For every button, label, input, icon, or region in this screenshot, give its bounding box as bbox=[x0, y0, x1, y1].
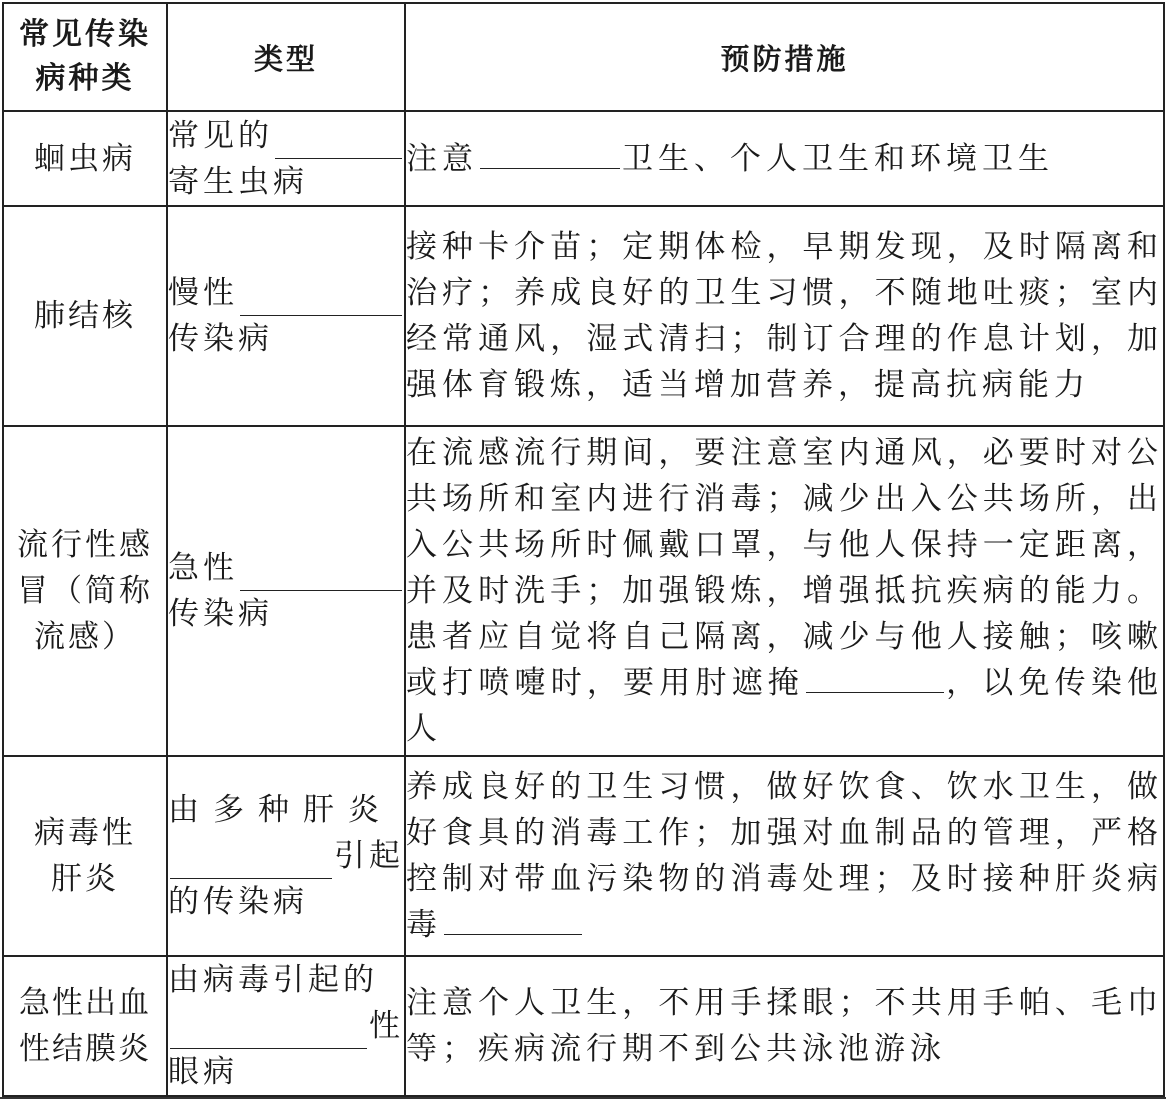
disease-name: 急性出血性结膜炎 bbox=[3, 956, 167, 1096]
type-text: 性 bbox=[369, 1008, 404, 1044]
blank-line bbox=[806, 662, 944, 693]
table-row bbox=[3, 956, 1164, 1096]
disease-name: 蛔虫病 bbox=[3, 111, 167, 206]
type-text: 由病毒引起的 bbox=[168, 962, 378, 998]
type-text: 寄生虫病 bbox=[168, 163, 308, 200]
prevention-text: 养成良好的卫生习惯，做好饮食、饮水卫生，做好食具的消毒工作；加强对血制品的管理，严格控制对带血污染物的消毒处理；及时接种肝炎病毒 bbox=[406, 769, 1163, 943]
blank-line bbox=[240, 560, 402, 591]
type-text: 由多种肝炎 bbox=[168, 792, 393, 828]
blank-line bbox=[444, 904, 582, 935]
prevention-text: 卫生、个人卫生和环境卫生 bbox=[622, 140, 1054, 177]
table-row bbox=[3, 756, 1164, 956]
disease-type bbox=[167, 111, 405, 206]
blank-line bbox=[275, 128, 402, 159]
header-prevention: 预防措施 bbox=[405, 3, 1164, 111]
blank-line bbox=[170, 848, 332, 879]
disease-type bbox=[167, 426, 405, 756]
blank-line bbox=[240, 285, 402, 316]
table-row bbox=[3, 111, 1164, 206]
disease-type bbox=[167, 756, 405, 956]
disease-name: 病毒性肝炎 bbox=[3, 756, 167, 956]
header-type: 类型 bbox=[167, 3, 405, 111]
prevention-measures: 接种卡介苗；定期体检，早期发现，及时隔离和治疗；养成良好的卫生习惯，不随地吐痰；室内经常通风，湿式清扫；制订合理的作息计划，加强体育锻炼，适当增加营养，提高抗病能力 bbox=[405, 206, 1164, 426]
prevention-text: 注意 bbox=[406, 140, 478, 177]
header-disease-name: 常见传染病种类 bbox=[3, 3, 167, 111]
type-text: 传染病 bbox=[168, 596, 273, 632]
type-text: 眼病 bbox=[168, 1054, 238, 1090]
disease-name: 流行性感冒（简称流感） bbox=[3, 426, 167, 756]
type-text: 传染病 bbox=[168, 321, 273, 357]
table-row bbox=[3, 426, 1164, 756]
header-row bbox=[3, 3, 1164, 111]
infectious-disease-table bbox=[2, 2, 1165, 1097]
disease-name: 肺结核 bbox=[3, 206, 167, 426]
type-text: 引起 bbox=[334, 838, 404, 874]
prevention-measures bbox=[405, 756, 1164, 956]
prevention-measures: 注意个人卫生，不用手揉眼；不共用手帕、毛巾等；疾病流行期不到公共泳池游泳 bbox=[405, 956, 1164, 1096]
blank-line bbox=[170, 1018, 367, 1049]
prevention-text: 在流感流行期间，要注意室内通风，必要时对公共场所和室内进行消毒；减少出入公共场所，出入公共场所时佩戴口罩，与他人保持一定距离，并及时洗手；加强锻炼，增强抵抗疾病的能力。患者应自觉将自己隔离，减少与他人接触；咳嗽或打喷嚏时，要用肘遮掩 bbox=[406, 435, 1163, 701]
disease-type bbox=[167, 206, 405, 426]
bottom-divider bbox=[0, 1097, 1166, 1099]
type-text: 急性 bbox=[168, 550, 238, 586]
type-text: 常见的 bbox=[168, 117, 273, 154]
disease-type bbox=[167, 956, 405, 1096]
prevention-measures bbox=[405, 426, 1164, 756]
blank-line bbox=[480, 138, 620, 169]
type-text: 慢性 bbox=[168, 275, 238, 311]
table-row bbox=[3, 206, 1164, 426]
prevention-measures bbox=[405, 111, 1164, 206]
type-text: 的传染病 bbox=[168, 884, 308, 920]
prevention-text: ，以免传染他人 bbox=[406, 665, 1164, 747]
